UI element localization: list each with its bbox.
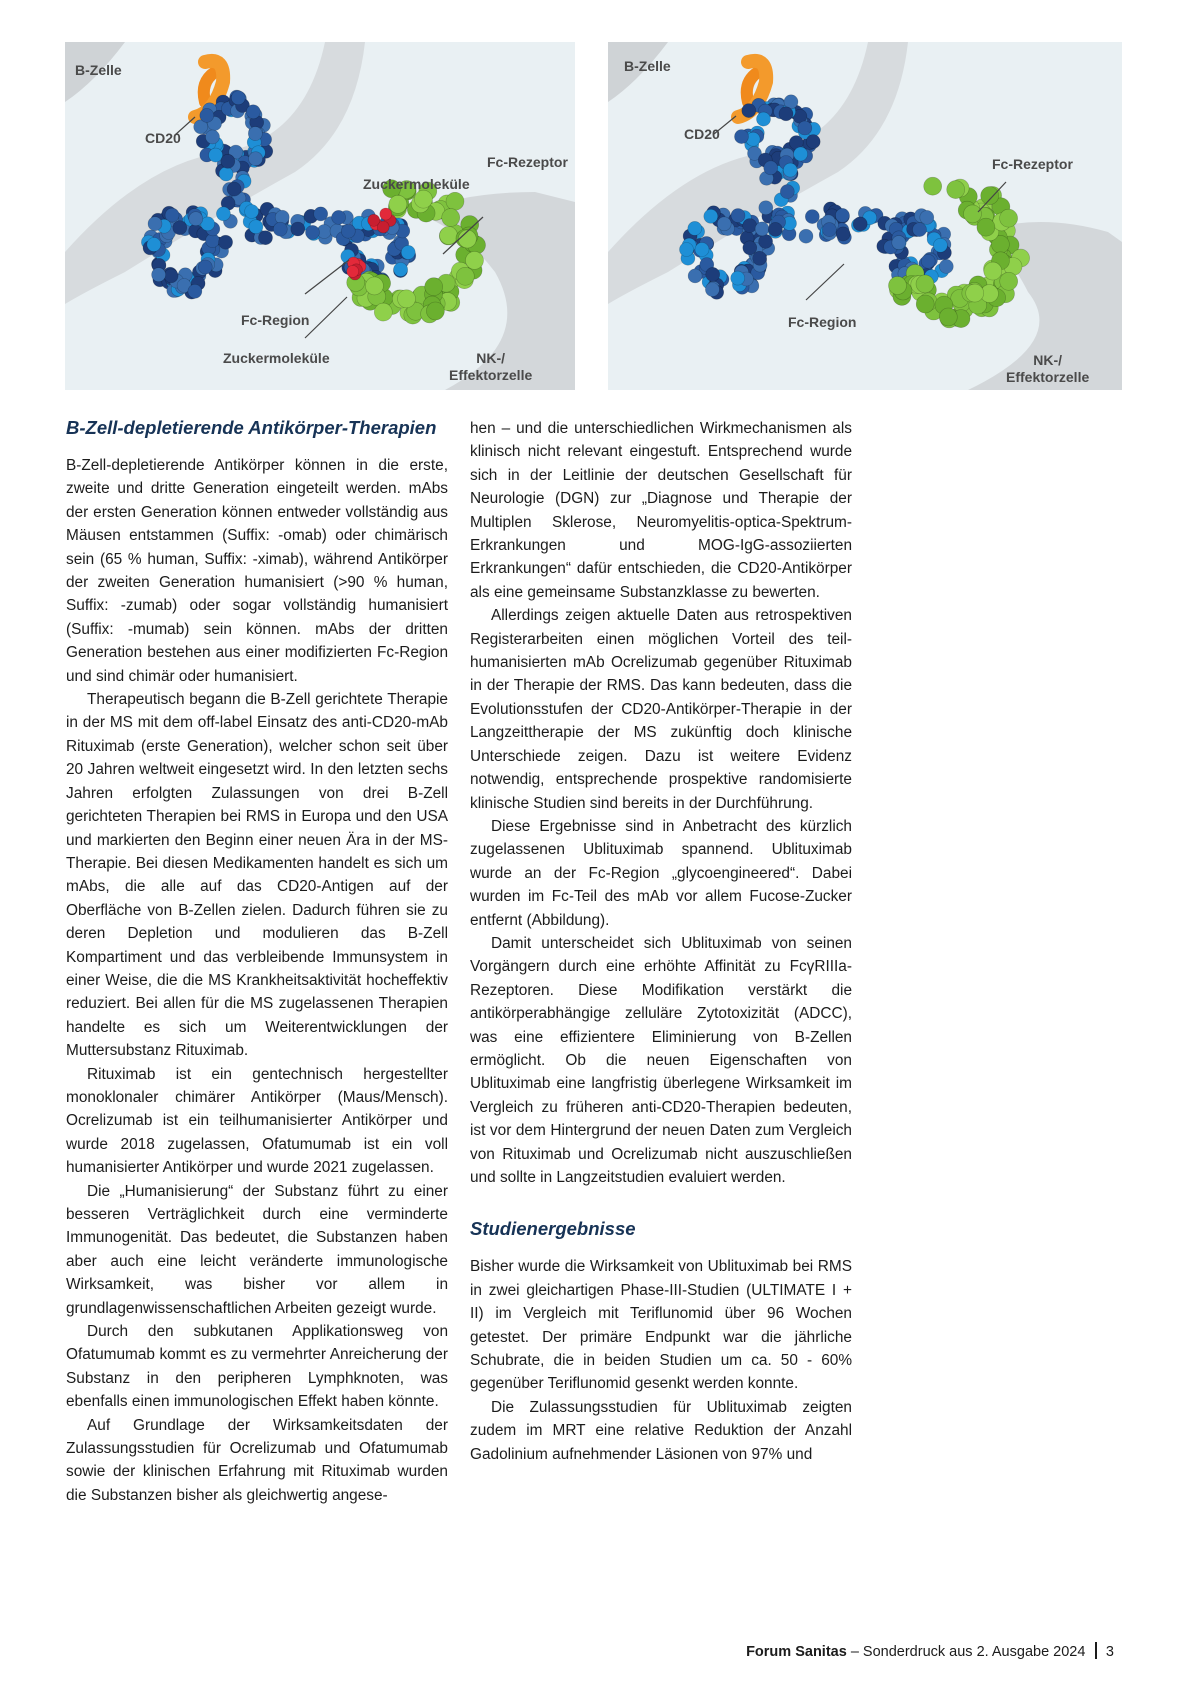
figure-right-antibody-glycoengineered — [608, 42, 1122, 390]
label-zuckermolekuele-bottom: Zuckermoleküle — [223, 350, 330, 366]
label-b-zelle: B-Zelle — [75, 62, 122, 78]
figure-left-antibody-with-sugars — [65, 42, 575, 390]
left-column — [66, 416, 448, 1507]
right-column — [470, 417, 852, 1466]
paragraph: Rituximab ist ein gentechnisch hergestellter monoklonaler chimärer Antikörper (Maus/Mensch). Ocrelizumab ist ein teilhumanisierter Antikörper und wurde 2018 zugelassen, Ofatumumab ist ein voll humanisierter Antikörper und wurde 2021 zugelassen. — [66, 1065, 448, 1177]
paragraph: Damit unterscheidet sich Ublituximab von seinen Vorgängern durch eine erhöhte Affinität zu FcγRIIIa-Rezeptoren. Diese Modifikation verstärkt die antikörperabhängige zelluläre Zytotoxizität (ADCC), was eine effizientere Eliminierung von B-Zellen ermöglicht. Ob die neuen Eigenschaften von Ublituximab eine langfristig überlegene Wirksamkeit im Vergleich zu früheren anti-CD20-Therapien bedeuten, ist vor dem Hintergrund der neuen Daten zum Vergleich von Rituximab und Ocrelizumab nicht auszuschließen und sollte in Langzeitstudien evaluiert werden. — [470, 934, 852, 1186]
label-cd20: CD20 — [684, 126, 720, 142]
label-zuckermolekuele-top: Zuckermoleküle — [363, 176, 470, 192]
label-fc-rezeptor: Fc-Rezeptor — [487, 154, 568, 170]
paragraph: hen – und die unterschiedlichen Wirkmechanismen als klinisch nicht relevant eingestuft. Entsprechend wurde sich in der Leitlinie der deutschen Gesellschaft für Neurologie (DGN) zur „Diagnose und Therapie der Multiplen Sklerose, Neuromyelitis-optica-Spektrum-Erkrankungen und MOG-IgG-assoziierten Erkrankungen“ dafür entschieden, die CD20-Antikörper als eine gemeinsame Substanzklasse zu bewerten. — [470, 420, 852, 601]
section-heading-b-zell: B-Zell-depletierende Antikörper-Therapien — [66, 417, 437, 438]
paragraph: Bisher wurde die Wirksamkeit von Ublituximab bei RMS in zwei gleichartigen Phase-III-Studien (ULTIMATE I + II) im Vergleich mit Teriflunomid über 96 Wochen getestet. Der primäre Endpunkt war die jährliche Schubrate, die in beiden Studien um ca. 50 - 60% gegenüber Teriflunomid gesenkt werden konnte. — [470, 1258, 852, 1393]
paragraph: B-Zell-depletierende Antikörper können in die erste, zweite und dritte Generation eingeteilt werden. mAbs der ersten Generation können entweder vollständig aus Mäusen entstammen (Suffix: -omab) oder chimärisch sein (65 % human, Suffix: -ximab), während Antikörper der zweiten Generation humanisiert (>90 % human, Suffix: -zumab) oder sogar vollständig humanisiert (Suffix: -mumab) sein können. mAbs der dritten Generation bestehen aus einer modifizierten Fc-Region und sind chimär oder humanisiert. — [66, 457, 448, 685]
paragraph: Die Zulassungsstudien für Ublituximab zeigten zudem im MRT eine relative Reduktion der Anzahl Gadolinium aufnehmender Läsionen von 97% und — [470, 1398, 852, 1463]
paragraph: Die „Humanisierung“ der Substanz führt zu einer besseren Verträglichkeit durch eine verminderte Immunogenität. Das bedeutet, die Substanzen haben aber auch eine leicht veränderte immunologische Wirksamkeit, was bisher vor allem in grundlagenwissenschaftlichen Arbeiten gezeigt wurde. — [66, 1182, 448, 1317]
antibody-illustration-left — [65, 42, 575, 390]
antibody-illustration-right — [608, 42, 1122, 390]
paragraph: Auf Grundlage der Wirksamkeitsdaten der Zulassungsstudien für Ocrelizumab und Ofatumumab sowie der klinischen Erfahrung mit Rituximab wurden die Substanzen bisher als gleichwertig angese- — [66, 1416, 448, 1504]
paragraph: Durch den subkutanen Applikationsweg von Ofatumumab kommt es zu vermehrter Anreicherung der Substanz in den peripheren Lymphknoten, was ebenfalls einen immunologischen Effekt haben könnte. — [66, 1323, 448, 1411]
section-heading-studienergebnisse: Studienergebnisse — [470, 1218, 636, 1240]
page-footer — [746, 1642, 1114, 1660]
label-nk-effektorzelle: NK-/ Effektorzelle — [449, 350, 533, 383]
footer-separator — [1095, 1642, 1097, 1659]
label-fc-rezeptor: Fc-Rezeptor — [992, 156, 1073, 172]
label-fc-region: Fc-Region — [788, 314, 857, 330]
label-nk-effektorzelle: NK-/ Effektorzelle — [1006, 352, 1090, 385]
paragraph: Therapeutisch begann die B-Zell gerichtete Therapie in der MS mit dem off-label Einsatz des anti-CD20-mAb Rituximab (erste Generation), welcher schon seit über 20 Jahren weltweit eingesetzt wird. In den letzten sechs Jahren erfolgten Zulassungen von drei B-Zell gerichteten Therapien bei RMS in Europa und den USA und markierten den Beginn einer neuen Ära in der MS-Therapie. Bei diesen Medikamenten handelt es sich um mAbs, die alle auf das CD20-Antigen auf der Oberfläche von B-Zellen zielen. Dadurch führen sie zu deren Depletion und modulieren das B-Zell Kompartiment und das verbleibende Immunsystem in einer Weise, die die MS Krankheitsaktivität hocheffektiv reduziert. Bei allen für die MS zugelassenen Therapien handelte es sich um Weiterentwicklungen der Muttersubstanz Rituximab. — [66, 691, 448, 1060]
label-fc-region: Fc-Region — [241, 312, 310, 328]
footer-issue: – Sonderdruck aus 2. Ausgabe 2024 — [846, 1644, 1086, 1660]
paragraph: Allerdings zeigen aktuelle Daten aus retrospektiven Registerarbeiten einen möglichen Vorteil des teil-humanisierten mAb Ocrelizumab gegenüber Rituximab in der Therapie der RMS. Das kann bedeuten, dass die Evolutionsstufen der CD20-Antikörper-Therapie in der Langzeittherapie der MS zukünftig doch klinische Unterschiede zeigen. Dazu ist weitere Evidenz notwendig, entsprechende prospektive randomisierte klinische Studien sind bereits in der Durchführung. — [470, 607, 852, 812]
paragraph: Diese Ergebnisse sind in Anbetracht des kürzlich zugelassenen Ublituximab spannend. Ublituximab wurde an der Fc-Region „glycoengineered“. Dabei wurden im Fc-Teil des mAb vor allem Fucose-Zucker entfernt (Abbildung). — [470, 817, 852, 929]
page-number: 3 — [1105, 1644, 1114, 1660]
label-b-zelle: B-Zelle — [624, 58, 671, 74]
label-cd20: CD20 — [145, 130, 181, 146]
footer-brand: Forum Sanitas — [746, 1644, 847, 1660]
